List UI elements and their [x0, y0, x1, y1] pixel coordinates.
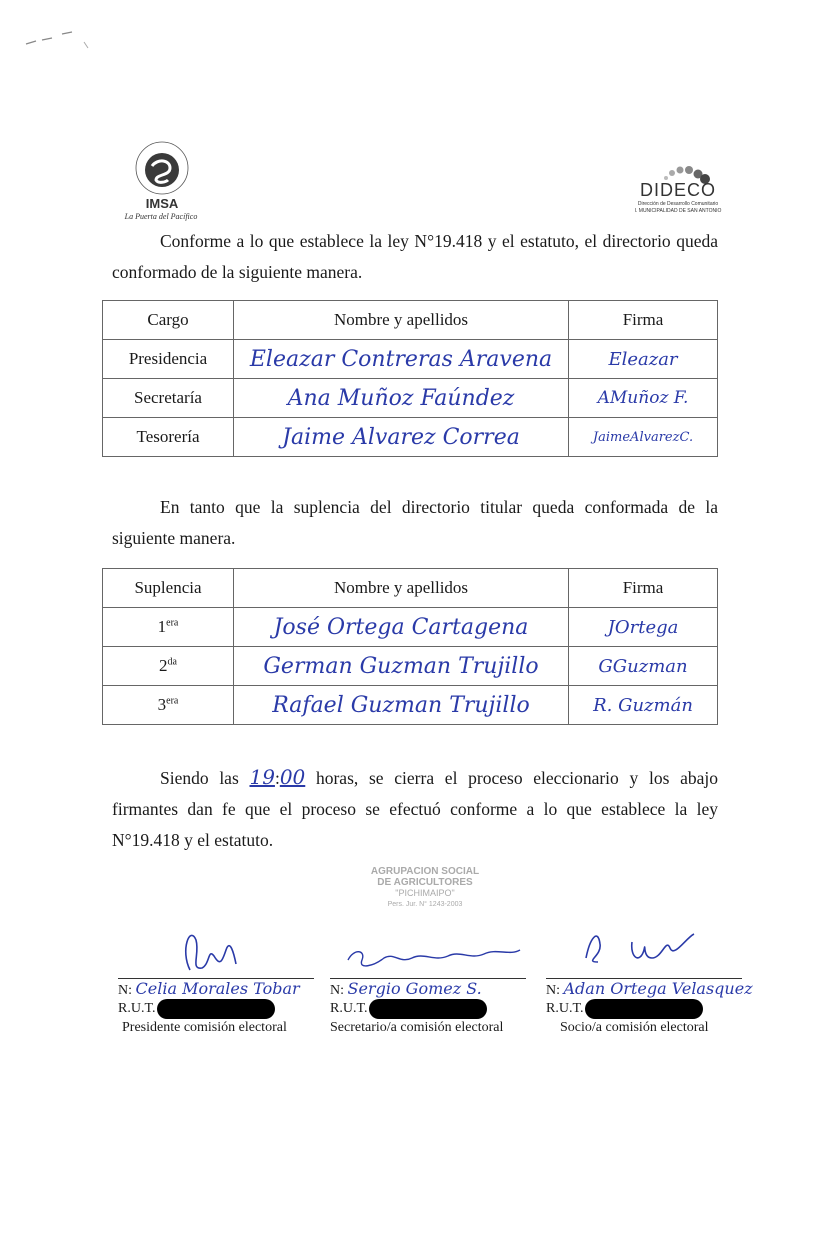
n-label: N: — [330, 983, 344, 998]
paragraph-suplencia: En tanto que la suplencia del directorio titular queda conformada de la siguiente manera. — [112, 497, 718, 548]
imsa-seal-icon — [112, 140, 212, 200]
nombre-cell: German Guzman Trujillo — [234, 647, 569, 686]
nombre-cell: Ana Muñoz Faúndez — [234, 379, 569, 418]
rut-row — [330, 999, 540, 1019]
rut-row — [118, 999, 328, 1019]
firma-cell: JaimeAlvarezC. — [569, 418, 718, 457]
table-row — [103, 379, 718, 418]
signature-secretary-scribble — [340, 938, 540, 978]
table-row — [103, 608, 718, 647]
signature-block-secretary — [330, 980, 540, 1036]
cierre-before: Siendo las — [160, 768, 239, 788]
paragraph-directorio: Conforme a lo que establece la ley N°19.418 y el estatuto, el directorio queda conformado de la siguiente manera. — [112, 231, 718, 282]
stamp-line1: AGRUPACION SOCIAL — [370, 866, 480, 877]
redaction-bar — [585, 999, 703, 1019]
suplencia-cell — [103, 686, 234, 725]
paragraph-cierre — [112, 762, 718, 856]
imsa-logo-tagline: La Puerta del Pacífico — [124, 212, 198, 221]
signature-socio-scribble — [570, 918, 730, 978]
header-nombre: Nombre y apellidos — [234, 569, 569, 608]
suplencia-ordinal: era — [166, 695, 179, 707]
firma-cell: Eleazar — [569, 340, 718, 379]
nombre-cell: Jaime Alvarez Correa — [234, 418, 569, 457]
signature-block-president — [118, 980, 328, 1036]
cierre-sep: : — [274, 768, 280, 788]
signer-role: Secretario/a comisión electoral — [330, 1020, 504, 1035]
signature-block-socio — [546, 980, 776, 1036]
rut-row — [546, 999, 776, 1019]
signer-name: Adan Ortega Velasquez — [563, 979, 753, 998]
table-header-row — [103, 301, 718, 340]
n-label: N: — [546, 983, 560, 998]
suplencia-number: 3 — [157, 695, 167, 714]
signer-name-row — [546, 980, 776, 999]
cargo-cell: Tesorería — [103, 418, 234, 457]
redaction-bar — [157, 999, 275, 1019]
suplencia-cell — [103, 608, 234, 647]
suplencia-number: 2 — [159, 656, 168, 675]
table-row — [103, 647, 718, 686]
header-cargo: Cargo — [103, 301, 234, 340]
header-firma: Firma — [569, 301, 718, 340]
scan-mark — [22, 22, 92, 72]
cierre-after: horas, se cierra el proceso eleccionario y los abajo firmantes dan fe que el proceso se efectuó conforme a lo que establece la ley N°19.418 y el estatuto. — [112, 768, 718, 850]
redaction-bar — [369, 999, 487, 1019]
nombre-cell: Rafael Guzman Trujillo — [234, 686, 569, 725]
firma-cell: GGuzman — [569, 647, 718, 686]
imsa-logo — [112, 140, 212, 222]
organization-stamp — [350, 866, 500, 910]
table-row — [103, 686, 718, 725]
nombre-cell: Eleazar Contreras Aravena — [234, 340, 569, 379]
table-header-row — [103, 569, 718, 608]
rut-label: R.U.T. — [546, 1001, 584, 1017]
firma-cell: JOrtega — [569, 608, 718, 647]
dideco-logo — [628, 160, 728, 218]
dideco-logo-sub1: Dirección de Desarrollo Comunitario — [637, 201, 719, 207]
dideco-logo-sub2: I. MUNICIPALIDAD DE SAN ANTONIO — [634, 208, 722, 214]
nombre-cell: José Ortega Cartagena — [234, 608, 569, 647]
table-row — [103, 340, 718, 379]
rut-label: R.U.T. — [330, 1001, 368, 1017]
stamp-line2: DE AGRICULTORES — [377, 877, 473, 888]
suplencia-ordinal: da — [167, 656, 177, 668]
stamp-line3: "PICHIMAIPO" — [395, 888, 455, 898]
signer-role: Socio/a comisión electoral — [560, 1020, 709, 1035]
table-directorio — [102, 300, 718, 457]
signer-role: Presidente comisión electoral — [122, 1020, 287, 1035]
stamp-line4: Pers. Jur. N° 1243-2003 — [387, 901, 463, 908]
n-label: N: — [118, 983, 132, 998]
firma-cell: R. Guzmán — [569, 686, 718, 725]
signer-name: Celia Morales Tobar — [135, 979, 300, 998]
signer-name: Sergio Gomez S. — [347, 979, 482, 998]
cierre-minutes: 00 — [279, 765, 306, 789]
suplencia-cell — [103, 647, 234, 686]
header-suplencia: Suplencia — [103, 569, 234, 608]
cierre-hour: 19 — [249, 765, 275, 789]
rut-label: R.U.T. — [118, 1001, 156, 1017]
signer-name-row — [118, 980, 328, 999]
cargo-cell: Secretaría — [103, 379, 234, 418]
header-nombre: Nombre y apellidos — [234, 301, 569, 340]
dideco-logo-text: DIDECO — [639, 180, 716, 200]
cargo-cell: Presidencia — [103, 340, 234, 379]
suplencia-number: 1 — [157, 617, 167, 636]
suplencia-ordinal: era — [166, 617, 179, 629]
header-firma: Firma — [569, 569, 718, 608]
firma-cell: AMuñoz F. — [569, 379, 718, 418]
table-suplencia — [102, 568, 718, 725]
signature-president-scribble — [150, 920, 270, 980]
table-row — [103, 418, 718, 457]
signer-name-row — [330, 980, 540, 999]
imsa-logo-text: IMSA — [145, 196, 179, 211]
